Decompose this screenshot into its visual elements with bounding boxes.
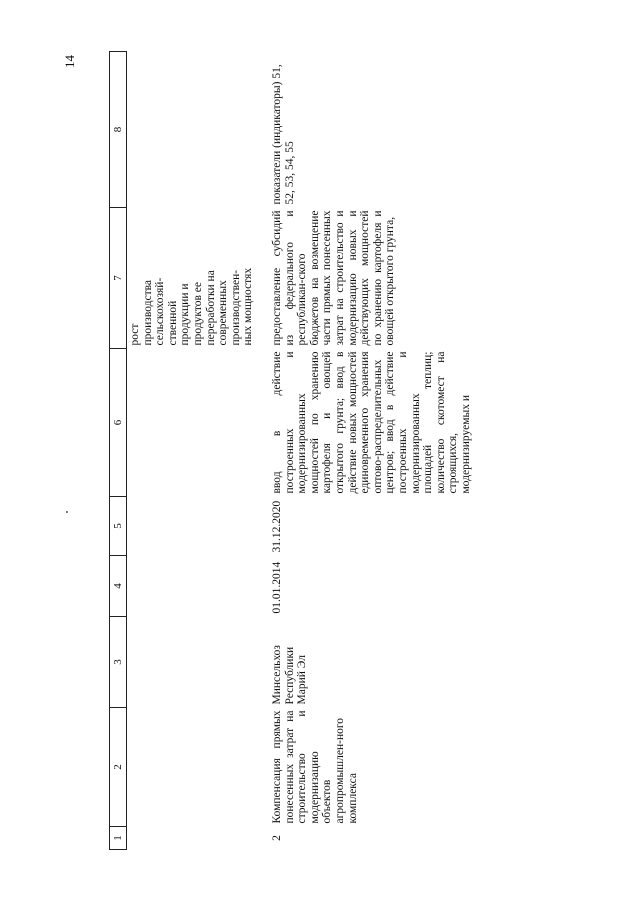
table-header-row bbox=[110, 52, 127, 850]
continuation-row bbox=[127, 52, 270, 850]
table-row bbox=[269, 52, 473, 850]
header-col-8: 8 bbox=[110, 52, 127, 208]
row-indicators: показатели (индикаторы) 51, 52, 53, 54, 55 bbox=[271, 64, 296, 205]
row-start-date: 01.01.2014 bbox=[271, 561, 283, 614]
row-end-date: 31.12.2020 bbox=[271, 500, 283, 553]
rotated-table-container bbox=[109, 60, 539, 850]
header-col-2: 2 bbox=[110, 708, 127, 827]
continuation-col7: рост производства сельскохозяй- ственной продукции и продуктов ее переработки на современных производствен- ных мощностях bbox=[129, 267, 255, 346]
header-col-6: 6 bbox=[110, 349, 127, 497]
header-col-1: 1 bbox=[110, 827, 127, 850]
header-col-4: 4 bbox=[110, 556, 127, 617]
row-consequences: предоставление субсидий из федерального и республикан-ского бюджетов на возмещение части прямых понесенных затрат на строительство и модернизацию новых и действующих мощностей по хранению картофеля и овощей открытого грунта, bbox=[271, 210, 397, 346]
header-col-5: 5 bbox=[110, 497, 127, 556]
header-col-3: 3 bbox=[110, 617, 127, 708]
row-executor: Минсельхоз Республики Марий Эл bbox=[271, 645, 309, 705]
row-number: 2 bbox=[271, 835, 283, 841]
decorative-dot bbox=[66, 511, 68, 513]
row-name: Компенсация прямых понесенных затрат на строительство и модернизацию объектов агропромышлен-ного комплекса bbox=[271, 710, 359, 824]
row-results: ввод в действие построенных и модернизированных мощностей по хранению картофеля и овощей открытого грунта; ввод в действие новых мощностей единовременного хранения оптово-распределительных центров; ввод в действие построенных и модернизированных площадей теплиц; количество скотомест на строящихся, модернизируемых и bbox=[271, 351, 472, 494]
header-col-7: 7 bbox=[110, 208, 127, 349]
page-number: 14 bbox=[62, 55, 77, 68]
activities-table bbox=[109, 51, 473, 850]
